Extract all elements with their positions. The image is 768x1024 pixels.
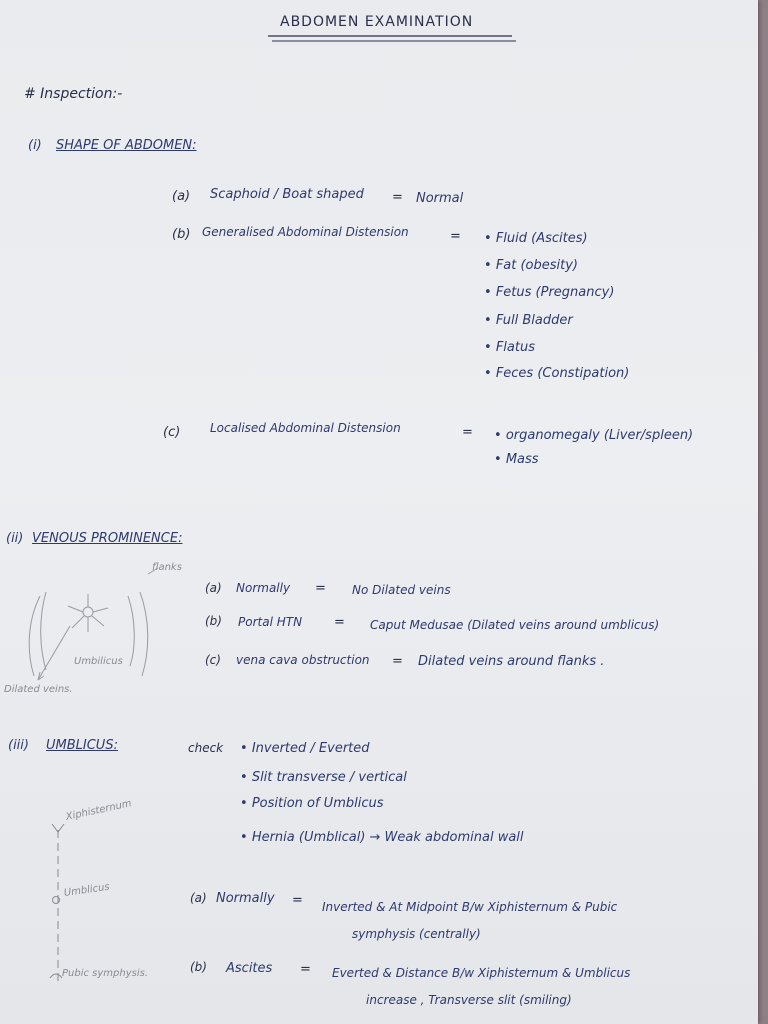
list-item: • Feces (Constipation) xyxy=(484,366,630,381)
page-title: ABDOMEN EXAMINATION xyxy=(280,14,474,30)
item-label: (b) xyxy=(205,614,222,628)
sketch-label-umblicus: Umblicus xyxy=(63,881,111,899)
item-text: Normally xyxy=(216,891,275,906)
item-label: (b) xyxy=(190,960,207,974)
item-result: Caput Medusae (Dilated veins around umblicus) xyxy=(370,618,660,632)
item-label: (b) xyxy=(172,227,191,242)
item-result: Normal xyxy=(416,191,464,206)
item-result-cont: increase , Transverse slit (smiling) xyxy=(366,993,572,1007)
item-text: Generalised Abdominal Distension xyxy=(202,225,409,239)
equals-sign: = xyxy=(292,893,303,908)
item-result-cont: symphysis (centrally) xyxy=(352,927,481,941)
list-item: • organomegaly (Liver/spleen) xyxy=(494,428,694,443)
list-item: • Hernia (Umblical) → Weak abdominal wall xyxy=(240,830,524,845)
list-item: • Position of Umblicus xyxy=(240,796,384,811)
equals-sign: = xyxy=(300,962,311,977)
section-heading-umblicus: UMBLICUS: xyxy=(46,738,118,753)
item-text: vena cava obstruction xyxy=(236,653,370,667)
section-number: (i) xyxy=(28,138,42,153)
item-label: (a) xyxy=(172,189,191,204)
sketch-label-flanks: flanks xyxy=(152,562,182,573)
sketch-label-dilated-veins: Dilated veins. xyxy=(4,684,73,695)
item-label: (c) xyxy=(163,425,181,440)
sketch-label-xiphisternum: Xiphisternum xyxy=(64,798,133,823)
item-result: Inverted & At Midpoint B/w Xiphisternum & Pubic xyxy=(322,900,618,914)
sketch-label-pubic: Pubic symphysis. xyxy=(62,968,149,979)
item-result: Everted & Distance B/w Xiphisternum & Umblicus xyxy=(332,966,631,980)
check-label: check xyxy=(188,741,224,755)
equals-sign: = xyxy=(392,190,403,205)
item-text: Ascites xyxy=(226,961,273,976)
section-number: (iii) xyxy=(8,738,29,753)
item-result: No Dilated veins xyxy=(352,583,451,597)
item-label: (a) xyxy=(190,891,207,905)
item-text: Portal HTN xyxy=(238,615,303,629)
equals-sign: = xyxy=(315,581,326,596)
sketch-label-umbilicus: Umbilicus xyxy=(74,656,123,667)
item-text: Scaphoid / Boat shaped xyxy=(210,187,364,202)
list-item: • Slit transverse / vertical xyxy=(240,770,407,785)
inspection-heading: # Inspection:- xyxy=(24,86,123,102)
section-heading-shape: SHAPE OF ABDOMEN: xyxy=(56,138,197,153)
list-item: • Full Bladder xyxy=(484,313,573,328)
list-item: • Mass xyxy=(494,452,539,467)
item-result: Dilated veins around flanks . xyxy=(418,654,605,669)
section-heading-venous: VENOUS PROMINENCE: xyxy=(32,531,183,546)
list-item: • Fetus (Pregnancy) xyxy=(484,285,615,300)
section-number: (ii) xyxy=(6,531,24,546)
list-item: • Flatus xyxy=(484,340,535,355)
list-item: • Fluid (Ascites) xyxy=(484,231,588,246)
item-text: Localised Abdominal Distension xyxy=(210,421,401,435)
equals-sign: = xyxy=(450,229,461,244)
list-item: • Inverted / Everted xyxy=(240,741,370,756)
item-label: (a) xyxy=(205,581,222,595)
equals-sign: = xyxy=(334,615,345,630)
item-text: Normally xyxy=(236,581,291,595)
equals-sign: = xyxy=(392,654,403,669)
item-label: (c) xyxy=(205,653,221,667)
equals-sign: = xyxy=(462,425,473,440)
list-item: • Fat (obesity) xyxy=(484,258,579,273)
